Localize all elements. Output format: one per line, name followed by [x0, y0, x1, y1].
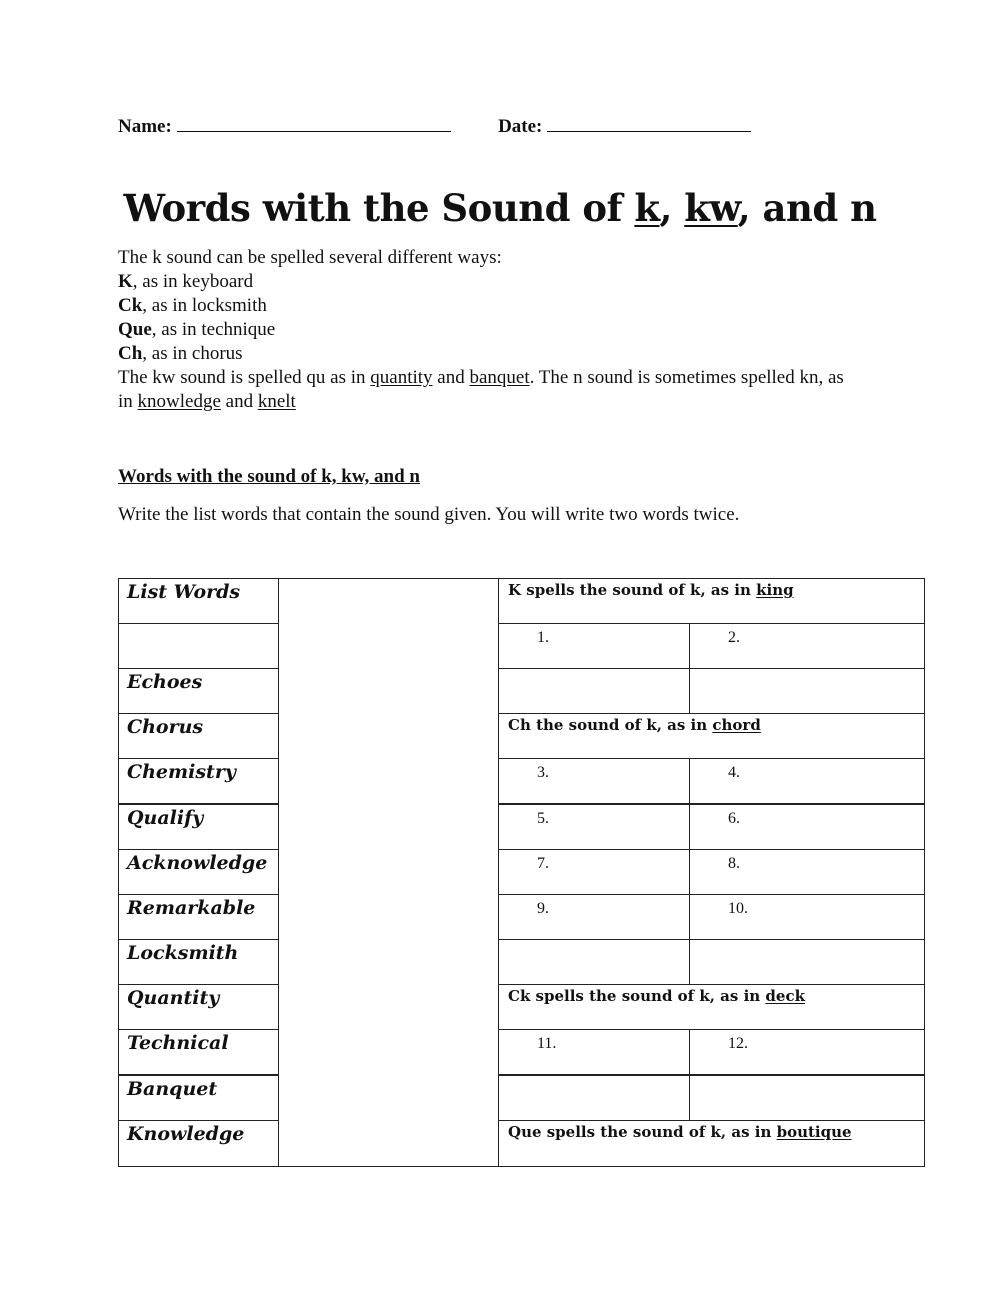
answer-cell[interactable]: 5. [498, 804, 690, 850]
spelling-rest: , as in technique [151, 319, 276, 340]
word-sort-table [118, 578, 925, 1167]
list-word-acknowledge: Acknowledge [118, 849, 279, 895]
list-word-quantity: Quantity [118, 984, 279, 1030]
answer-cell[interactable]: 6. [689, 804, 925, 850]
name-field[interactable] [177, 117, 451, 132]
spelling-bold: Ch [118, 343, 143, 364]
section-heading: Words with the sound of k, kw, and n [118, 466, 420, 487]
section-instruction: Write the list words that contain the sound given. You will write two words twice. [118, 504, 740, 525]
spelling-k [118, 270, 858, 294]
spelling-bold: K [118, 271, 133, 292]
rubric-text: Ch the sound of k, as in [508, 716, 713, 734]
rubric-example: deck [765, 987, 805, 1005]
example-quantity: quantity [370, 367, 433, 388]
title-suffix: , and n [737, 186, 877, 230]
rubric-example: king [756, 581, 794, 599]
answer-cell[interactable] [689, 668, 925, 714]
date-label: Date: [498, 116, 543, 137]
title-k: k [634, 186, 660, 230]
blank-column [278, 578, 499, 1167]
text: and [220, 391, 258, 412]
rubric-que [498, 1120, 925, 1167]
spelling-bold: Que [118, 319, 152, 340]
intro-text [118, 246, 858, 414]
answer-cell[interactable]: 9. [498, 894, 690, 940]
list-word-remarkable: Remarkable [118, 894, 279, 940]
answer-cell[interactable]: 12. [689, 1029, 925, 1075]
answer-cell[interactable] [498, 668, 690, 714]
name-label: Name: [118, 116, 172, 137]
rubric-ck [498, 984, 925, 1030]
list-word-cell [118, 623, 279, 669]
rubric-example: chord [712, 716, 761, 734]
date-field[interactable] [547, 117, 751, 132]
example-knowledge: knowledge [137, 391, 221, 412]
rubric-text: Que spells the sound of k, as in [508, 1123, 777, 1141]
answer-cell[interactable]: 8. [689, 849, 925, 895]
rubric-ch [498, 713, 925, 759]
spelling-que [118, 318, 858, 342]
list-word-echoes: Echoes [118, 668, 279, 714]
list-word-knowledge: Knowledge [118, 1120, 279, 1167]
answer-cell[interactable] [689, 1075, 925, 1121]
list-word-banquet: Banquet [118, 1075, 279, 1121]
list-words-header: List Words [118, 578, 279, 624]
rubric-k [498, 578, 925, 624]
page-title [0, 186, 1000, 230]
text: . The n sound is sometimes spelled kn, as in [118, 367, 844, 412]
answer-cell[interactable] [498, 1075, 690, 1121]
text: and [432, 367, 470, 388]
answer-cell[interactable]: 11. [498, 1029, 690, 1075]
rubric-example: boutique [776, 1123, 852, 1141]
spelling-ck [118, 294, 858, 318]
answer-cell[interactable]: 7. [498, 849, 690, 895]
answer-cell[interactable]: 3. [498, 758, 690, 804]
title-kw: kw [684, 186, 738, 230]
example-banquet: banquet [469, 367, 530, 388]
answer-cell[interactable]: 4. [689, 758, 925, 804]
answer-cell[interactable]: 2. [689, 623, 925, 669]
list-word-qualify: Qualify [118, 804, 279, 850]
list-word-chorus: Chorus [118, 713, 279, 759]
answer-cell[interactable] [689, 939, 925, 985]
title-sep: , [659, 186, 685, 230]
intro-line: The k sound can be spelled several different ways: [118, 247, 502, 268]
list-word-chemistry: Chemistry [118, 758, 279, 804]
example-knelt: knelt [257, 391, 296, 412]
list-word-locksmith: Locksmith [118, 939, 279, 985]
rubric-text: Ck spells the sound of k, as in [508, 987, 766, 1005]
rubric-text: K spells the sound of k, as in [508, 581, 757, 599]
name-date-line [118, 116, 751, 138]
answer-cell[interactable]: 1. [498, 623, 690, 669]
title-prefix: Words with the Sound of [123, 186, 635, 230]
answer-cell[interactable] [498, 939, 690, 985]
spelling-bold: Ck [118, 295, 143, 316]
text: The kw sound is spelled qu as in [118, 367, 371, 388]
spelling-rest: , as in chorus [142, 343, 243, 364]
spelling-rest: , as in keyboard [132, 271, 254, 292]
spelling-rest: , as in locksmith [142, 295, 267, 316]
kw-n-paragraph [118, 366, 858, 414]
answer-cell[interactable]: 10. [689, 894, 925, 940]
list-word-technical: Technical [118, 1029, 279, 1075]
spelling-ch [118, 342, 858, 366]
